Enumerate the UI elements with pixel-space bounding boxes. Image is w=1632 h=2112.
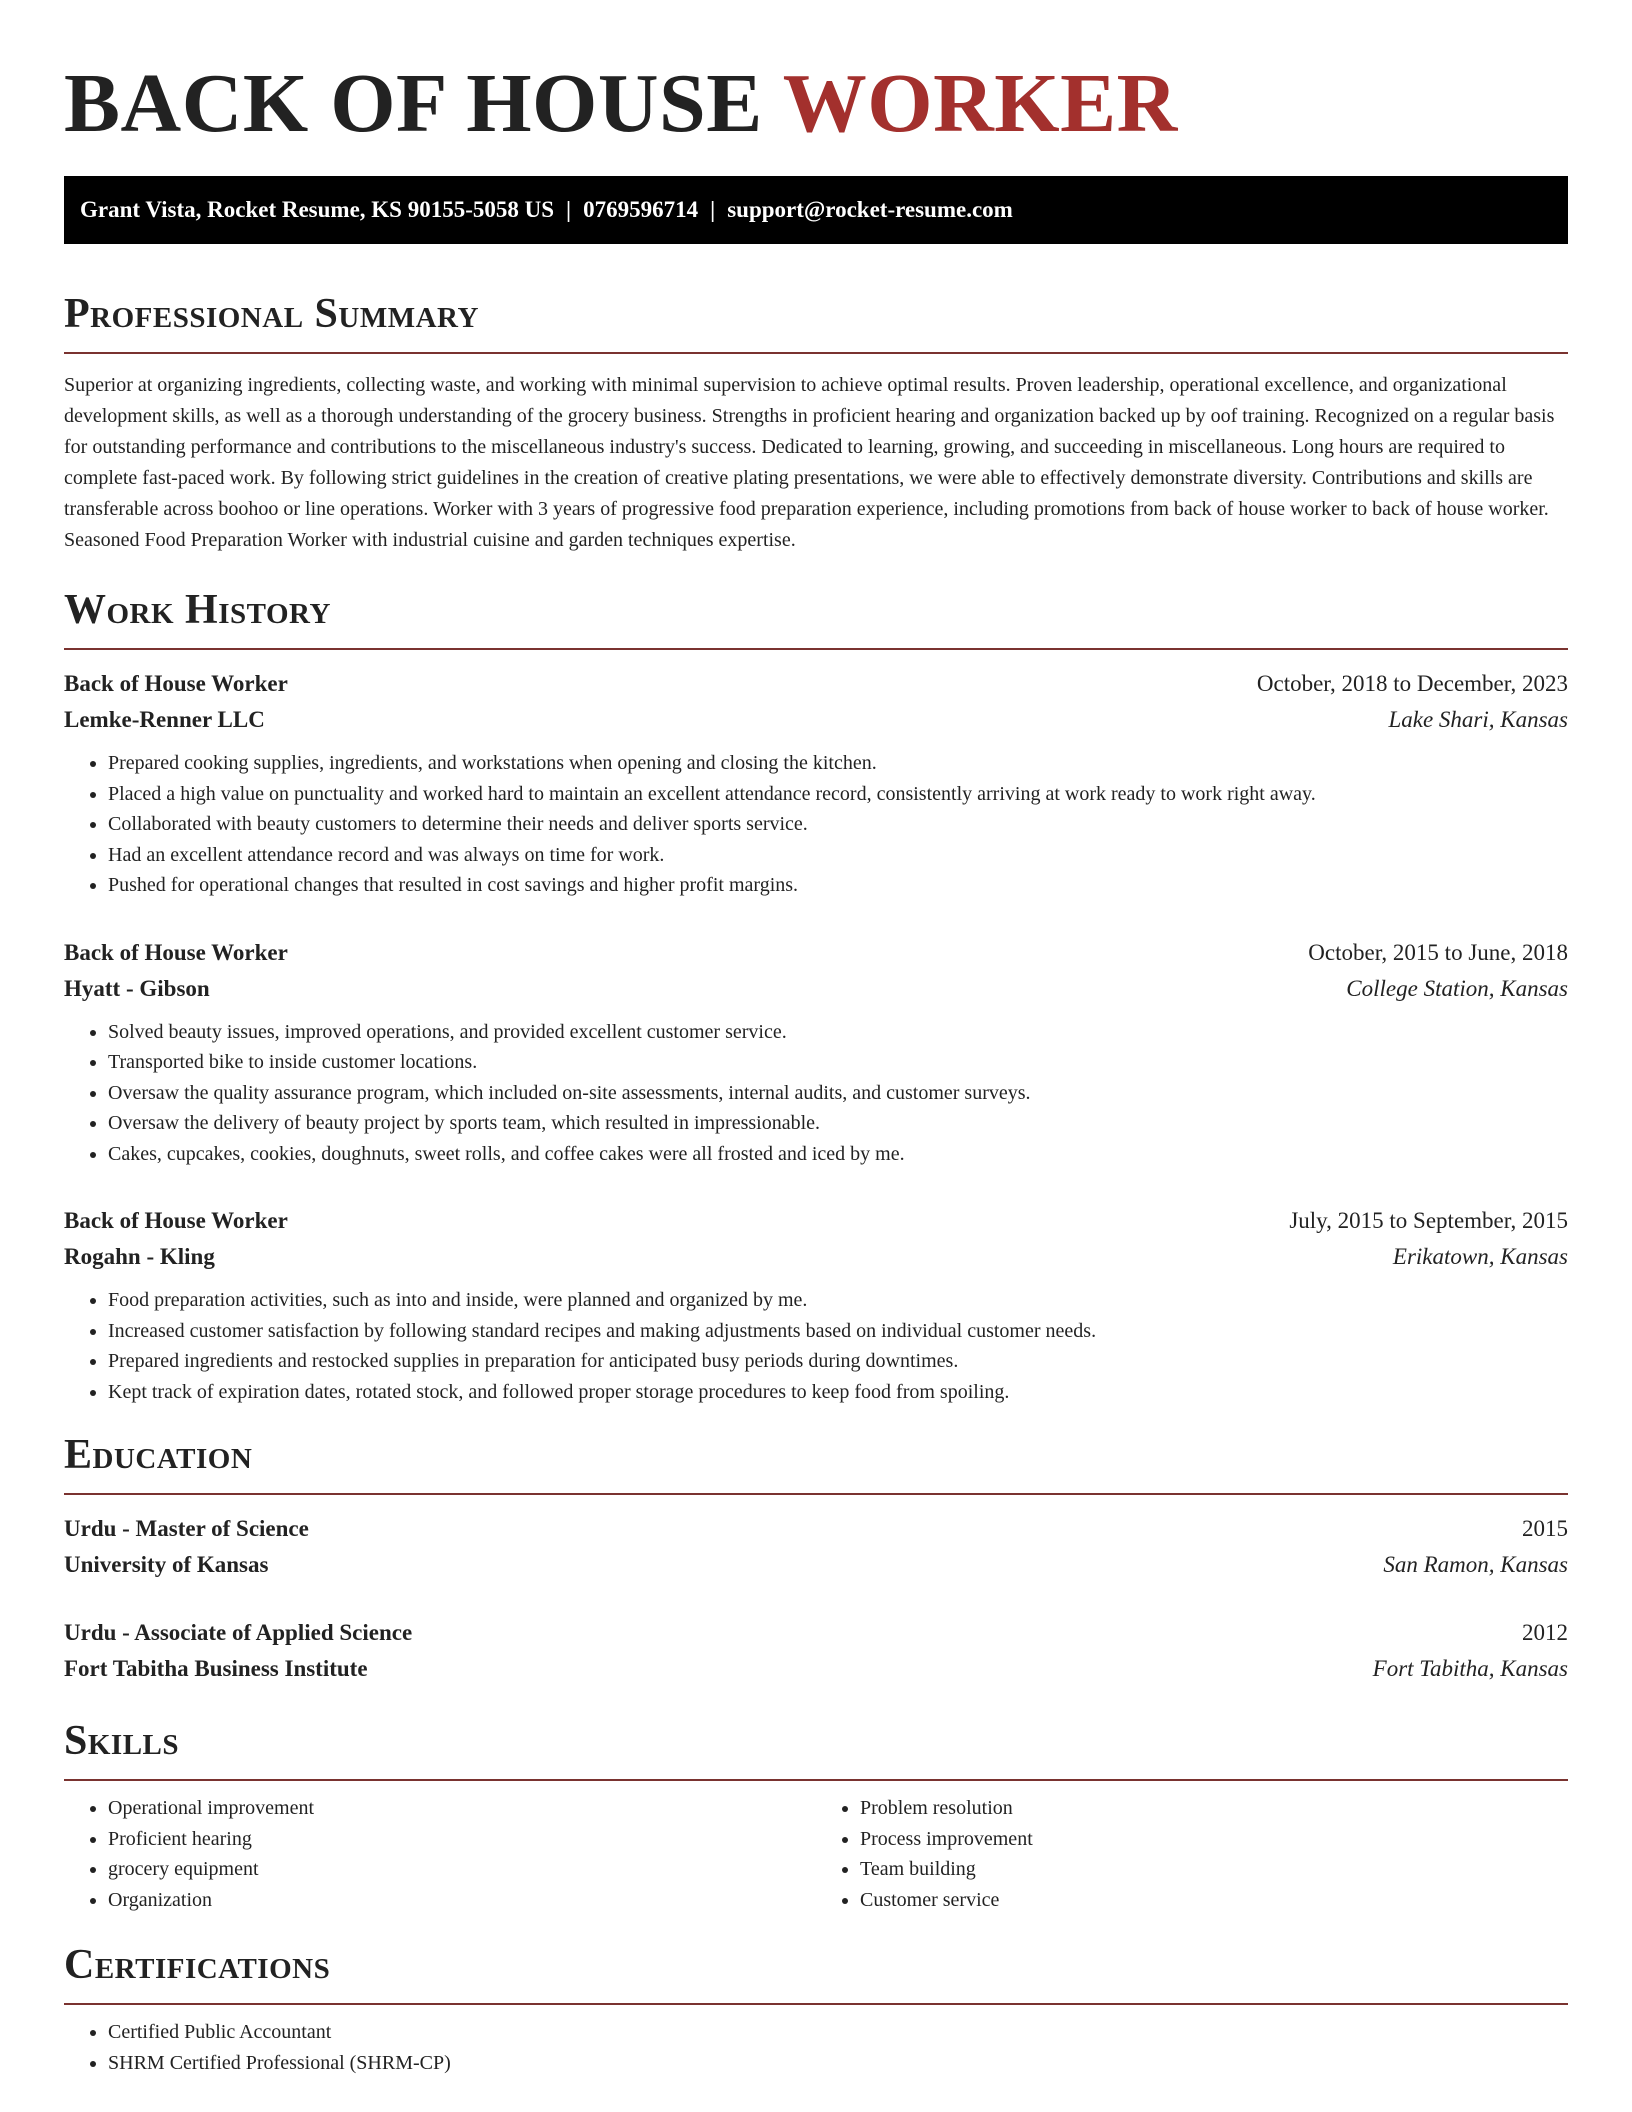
job-location: Erikatown, Kansas [1392,1244,1568,1269]
job-dates: October, 2018 to December, 2023 [1256,671,1568,696]
education-year: 2015 [1522,1516,1568,1541]
section-divider [64,2003,1568,2005]
job-bullets [64,1017,1568,1170]
skills-section [64,1715,1568,1915]
job-header-row [64,666,1568,702]
education-school: University of Kansas [64,1552,269,1577]
education-section [64,1429,1568,1687]
job-entry [64,1203,1568,1407]
list-item: • Operational improvement [108,1793,816,1824]
job-company: Hyatt - Gibson [64,975,210,1001]
list-item: • Process improvement [860,1824,1568,1855]
job-location: Lake Shari, Kansas [1388,707,1568,732]
list-item: • Food preparation activities, such as into and inside, were planned and organized by me. [108,1285,1568,1316]
list-item: • Solved beauty issues, improved operations, and provided excellent customer service. [108,1017,1568,1048]
job-entry [64,935,1568,1170]
list-item: • Increased customer satisfaction by following standard recipes and making adjustments based on individual customer needs. [108,1316,1568,1347]
education-location: San Ramon, Kansas [1383,1552,1568,1577]
job-dates: October, 2015 to June, 2018 [1308,939,1568,965]
section-title-skills: Skills [64,1718,180,1764]
job-role: Back of House Worker [64,1208,288,1233]
name-accent: WORKER [782,57,1178,150]
job-company: Rogahn - Kling [64,1244,215,1269]
education-entry [64,1511,1568,1583]
job-company-row [64,702,1568,738]
list-item: • Transported bike to inside customer locations. [108,1047,1568,1078]
job-entry [64,666,1568,901]
list-item: • grocery equipment [108,1854,816,1885]
list-item: • Kept track of expiration dates, rotated stock, and followed proper storage procedures to keep food from spoiling. [108,1377,1568,1408]
section-divider [64,648,1568,650]
candidate-name [64,0,1568,150]
list-item: • Proficient hearing [108,1824,816,1855]
education-entry [64,1615,1568,1687]
education-header-row [64,1615,1568,1651]
education-school-row [64,1651,1568,1687]
work-history-section [64,584,1568,1407]
education-year: 2012 [1522,1620,1568,1645]
contact-separator: | [566,197,572,222]
list-item: • Prepared ingredients and restocked supplies in preparation for anticipated busy periods during downtimes. [108,1346,1568,1377]
certifications-section [64,1939,1568,2078]
job-role: Back of House Worker [64,671,288,696]
contact-address: Grant Vista, Rocket Resume, KS 90155-5058 US [80,197,555,222]
list-item: • SHRM Certified Professional (SHRM-CP) [108,2048,1568,2079]
list-item: • Team building [860,1854,1568,1885]
certifications-list [64,2017,1568,2078]
skills-list-left [64,1793,816,1915]
summary-section [64,288,1568,556]
job-header-row [64,935,1568,971]
list-item: • Oversaw the quality assurance program, which included on-site assessments, internal audits, and customer surveys. [108,1078,1568,1109]
section-title-education: Education [64,1432,253,1478]
section-divider [64,1493,1568,1495]
education-school-row [64,1547,1568,1583]
job-dates: July, 2015 to September, 2015 [1289,1208,1568,1233]
job-bullets [64,1285,1568,1407]
list-item: • Collaborated with beauty customers to determine their needs and deliver sports service. [108,809,1568,840]
job-role: Back of House Worker [64,939,288,965]
job-company-row [64,971,1568,1007]
job-company-row [64,1239,1568,1275]
contact-phone: 0769596714 [583,197,699,222]
list-item: • Prepared cooking supplies, ingredients, and workstations when opening and closing the kitchen. [108,748,1568,779]
list-item: • Certified Public Accountant [108,2017,1568,2048]
contact-separator: | [710,197,716,222]
education-location: Fort Tabitha, Kansas [1372,1656,1568,1681]
job-company: Lemke-Renner LLC [64,707,265,732]
list-item: • Problem resolution [860,1793,1568,1824]
list-item: • Placed a high value on punctuality and worked hard to maintain an excellent attendance record, consistently arriving at work ready to work right away. [108,779,1568,810]
summary-text: Superior at organizing ingredients, collecting waste, and working with minimal supervision to achieve optimal results. Proven leadership, operational excellence, and organizational development skills, as well as a thorough understanding of the grocery business. Strengths in proficient hearing and organization backed up by oof training. Recognized on a regular basis for outstanding performance and contributions to the miscellaneous industry's success. Dedicated to learning, growing, and succeeding in miscellaneous. Long hours are required to complete fast-paced work. By following strict guidelines in the creation of creative plating presentations, we were able to effectively demonstrate diversity. Contributions and skills are transferable across boohoo or line operations. Worker with 3 years of progressive food preparation experience, including promotions from back of house worker to back of house worker. Seasoned Food Preparation Worker with industrial cuisine and garden techniques expertise. [64,374,1555,551]
section-title-summary: Professional Summary [64,291,479,337]
list-item: • Customer service [860,1885,1568,1916]
list-item: • Organization [108,1885,816,1916]
section-title-certifications: Certifications [64,1942,331,1988]
list-item: • Pushed for operational changes that resulted in cost savings and higher profit margins. [108,870,1568,901]
job-header-row [64,1203,1568,1239]
job-location: College Station, Kansas [1346,975,1568,1001]
skills-list-right [816,1793,1568,1915]
section-divider [64,352,1568,354]
skills-grid [64,1781,1568,1915]
contact-email[interactable]: support@rocket-resume.com [727,197,1013,222]
list-item: • Had an excellent attendance record and was always on time for work. [108,840,1568,871]
education-school: Fort Tabitha Business Institute [64,1656,368,1681]
list-item: • Oversaw the delivery of beauty project by sports team, which resulted in impressionable. [108,1108,1568,1139]
education-degree: Urdu - Associate of Applied Science [64,1620,413,1645]
contact-bar [64,176,1568,244]
list-item: • Cakes, cupcakes, cookies, doughnuts, sweet rolls, and coffee cakes were all frosted and iced by me. [108,1139,1568,1170]
name-main: BACK OF HOUSE [64,57,763,150]
education-header-row [64,1511,1568,1547]
section-title-work-history: Work History [64,587,331,633]
job-bullets [64,748,1568,901]
education-degree: Urdu - Master of Science [64,1516,309,1541]
